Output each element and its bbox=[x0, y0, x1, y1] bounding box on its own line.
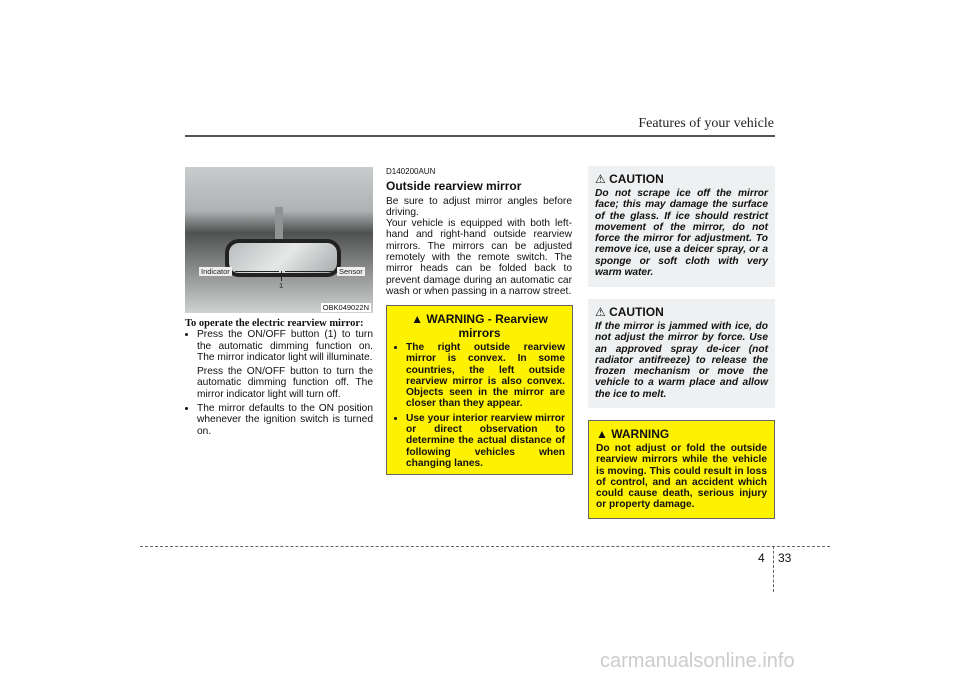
section-id: D140200AUN bbox=[386, 167, 436, 176]
header-rule bbox=[185, 135, 775, 137]
warning-text: Do not adjust or fold the outside rearview mirrors while the vehicle is moving. This could result in loss of control, and an accident which could cause death, serious injury or property damage. bbox=[596, 443, 767, 511]
header-title: Features of your vehicle bbox=[638, 116, 774, 131]
middle-column bbox=[386, 166, 572, 297]
warning-title: WARNING bbox=[611, 427, 670, 441]
caution-triangle-icon: ⚠ bbox=[595, 172, 610, 186]
sensor-line bbox=[285, 271, 337, 272]
warning-bullet: • The right outside rearview mirror is convex. In some countries, the left outside rearview mirror is also convex. Objects seen in the mirror are closer than they appear. bbox=[406, 342, 565, 410]
caution-text: Do not scrape ice off the mirror face; this may damage the surface of the glass. If ice should restrict movement of the mirror, do not force the mirror for adjustment. To remove ice, use a deicer spray, or a sponge or soft cloth with very warm water. bbox=[595, 188, 768, 279]
caution-title: CAUTION bbox=[609, 172, 664, 186]
caution-title: CAUTION bbox=[609, 305, 664, 319]
watermark: carmanualsonline.info bbox=[600, 650, 795, 672]
caution-box-1 bbox=[588, 166, 775, 287]
bullet-text: The mirror defaults to the ON position whenever the ignition switch is turned on. bbox=[197, 403, 373, 437]
subheading: To operate the electric rearview mirror: bbox=[185, 318, 364, 329]
caution-text: If the mirror is jammed with ice, do not adjust the mirror by force. Use an approved spray de-icer (not radiator antifreeze) to release the frozen mechanism or move the vehicle to a warm place and allow the ice to melt. bbox=[595, 321, 768, 400]
footer-divider bbox=[773, 546, 774, 592]
bullet-item bbox=[197, 403, 373, 437]
sensor-label: Sensor bbox=[339, 267, 363, 276]
warning-bullet: • Use your interior rearview mirror or direct observation to determine the actual distance of following vehicles when changing lanes. bbox=[406, 413, 565, 469]
warning-box-fold bbox=[588, 420, 775, 519]
paragraph: Your vehicle is equipped with both left-hand and right-hand outside rearview mirrors. The mirrors can be adjusted remotely with the remote switch. The mirror heads can be folded back to prevent damage during an automatic car wash or when passing in a narrow street. bbox=[386, 218, 572, 297]
callout-number: 1 bbox=[279, 281, 284, 290]
bullet-item bbox=[197, 329, 373, 400]
indicator-label: Indicator bbox=[201, 267, 230, 276]
warning-title: WARNING - Rearview mirrors bbox=[426, 312, 548, 340]
caution-triangle-icon: ⚠ bbox=[595, 305, 610, 319]
warning-triangle-icon: ▲ bbox=[596, 427, 612, 441]
mirror-figure bbox=[185, 167, 373, 313]
footer-rule bbox=[140, 546, 830, 547]
callout-line bbox=[281, 271, 282, 281]
mirror-stem bbox=[275, 207, 283, 241]
caution-box-2 bbox=[588, 299, 775, 408]
bullet-text: Press the ON/OFF button (1) to turn the automatic dimming function on. The mirror indicator light will illuminate. bbox=[197, 329, 373, 363]
paragraph: Be sure to adjust mirror angles before driving. bbox=[386, 195, 572, 218]
left-column bbox=[185, 318, 373, 440]
section-title: Outside rearview mirror bbox=[386, 179, 522, 194]
bullet-extra: Press the ON/OFF button to turn the automatic dimming function off. The mirror indicator light will turn off. bbox=[197, 366, 373, 400]
chapter-number: 4 bbox=[758, 551, 765, 565]
warning-box-rearview bbox=[386, 305, 573, 475]
page-number: 33 bbox=[778, 551, 792, 565]
figure-code: OBK049022N bbox=[322, 303, 369, 312]
warning-triangle-icon: ▲ bbox=[411, 312, 427, 326]
indicator-line bbox=[235, 271, 279, 272]
